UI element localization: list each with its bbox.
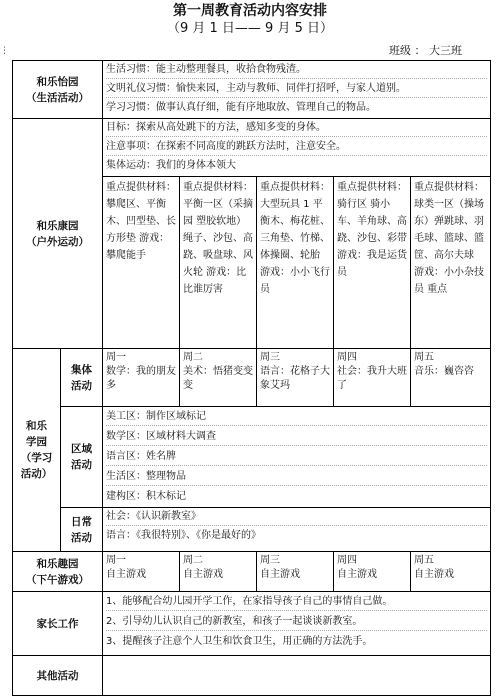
day-content: 自主游戏 [337, 569, 377, 580]
family-content [103, 592, 491, 656]
play-section-header [13, 552, 103, 592]
collective-label-line1: 集体 [71, 363, 92, 376]
life-content [103, 61, 491, 119]
day-content: 社会：我升大班了 [337, 366, 407, 391]
play-day-cell [180, 552, 257, 592]
collective-day-cell [180, 349, 257, 407]
life-label-line1: 和乐怡园 [36, 75, 79, 88]
life-section-header [13, 61, 103, 119]
life-item: 文明礼仪习惯：愉快来园，主动与教师、同伴打招呼，与家人道别。 [106, 82, 487, 98]
day-content: 美术：悟猪变变变 [183, 366, 253, 391]
play-day-cell [257, 552, 334, 592]
play-label-line2: （下午游戏） [26, 573, 89, 586]
area-item: 美工区：制作区域标记 [106, 409, 487, 426]
family-item: 3、提醒孩子注意个人卫生和饮食卫生，用正确的方法洗手。 [106, 636, 373, 647]
outdoor-material-col-1: 重点提供材料：攀爬区、平衡木、凹型垫、长方形垫 游戏：攀爬能手 [103, 177, 180, 349]
life-item: 学习习惯：做事认真仔细，能有序地取放、管理自己的物品。 [106, 102, 376, 113]
area-item: 建构区：积木标记 [106, 491, 186, 502]
life-label-line2: （生活活动） [26, 91, 89, 104]
outdoor-material-col-4: 重点提供材料：骑行区 骑小车、羊角球、高跷、沙包、彩带 游戏：我是运货员 [334, 177, 411, 349]
area-item: 数学区：区域材料大调查 [106, 429, 487, 446]
day-label: 周四 [337, 555, 357, 566]
outdoor-goals [103, 119, 491, 177]
collective-day-cell [103, 349, 180, 407]
play-day-cell [334, 552, 411, 592]
area-item: 生活区：整理物品 [106, 469, 487, 486]
day-label: 周四 [337, 352, 357, 363]
learning-label-line1: 和乐 [26, 420, 47, 432]
area-subheader [61, 407, 103, 508]
learning-label-line2: 学园 [26, 436, 47, 448]
outdoor-section-header [13, 119, 103, 349]
day-content: 自主游戏 [106, 569, 146, 580]
day-label: 周一 [106, 555, 126, 566]
outdoor-material-col-5: 重点提供材料：球类一区（操场东）弹跳球、羽毛球、篮球、篮筐、高尔夫球 游戏：小小杂技员 重点 [411, 177, 491, 349]
day-label: 周一 [106, 352, 126, 363]
area-label-line2: 活动 [71, 459, 92, 471]
day-content: 音乐：巍咨咨 [414, 366, 474, 377]
family-item: 2、引导幼儿认识自己的新教室，和孩子一起谈谈新教室。 [106, 614, 487, 631]
other-content [103, 656, 491, 696]
area-label-line1: 区域 [71, 443, 92, 455]
collective-subheader [61, 349, 103, 407]
learning-section-header [13, 349, 61, 552]
daily-label-line2: 活动 [71, 531, 92, 544]
daily-item: 社会：《认识新教室》 [106, 510, 487, 526]
outdoor-label-line2: （户外运动） [26, 235, 89, 248]
day-content: 数学：我的朋友多 [106, 366, 176, 391]
collective-day-cell [257, 349, 334, 407]
learning-label-line3: （学习活动） [20, 452, 53, 480]
day-content: 自主游戏 [183, 569, 223, 580]
day-label: 周三 [260, 555, 280, 566]
other-section-header: 其他活动 [13, 656, 103, 696]
day-label: 周二 [183, 555, 203, 566]
day-label: 周三 [260, 352, 280, 363]
life-item: 生活习惯：能主动整理餐具，收拾食物残渣。 [106, 63, 487, 79]
class-label: 班级 ： 大三班 [389, 44, 462, 57]
margin-handle-icon[interactable]: ⋮ [0, 46, 9, 56]
collective-day-cell [411, 349, 491, 407]
collective-label-line2: 活动 [71, 379, 92, 392]
daily-item: 语言：《我很特别》、《你是最好的》 [106, 530, 261, 541]
play-day-cell [411, 552, 491, 592]
schedule-table [12, 60, 491, 696]
outdoor-goal-item: 目标：探索从高处跳下的方法，感知多变的身体。 [106, 121, 487, 137]
family-item: 1、能够配合幼儿园开学工作，在家指导孩子自己的事情自己做。 [106, 594, 487, 611]
outdoor-goal-item: 注意事项：在探索不同高度的跳跃方法时，注意安全。 [106, 140, 487, 156]
play-label-line1: 和乐趣园 [36, 557, 79, 570]
day-label: 周五 [414, 555, 434, 566]
day-content: 语言：花格子大象艾玛 [260, 366, 330, 391]
daily-content [103, 508, 491, 552]
date-range-subtitle: （9 月 1 日—— 9 月 5 日） [166, 21, 333, 36]
outdoor-label-line1: 和乐康园 [36, 219, 79, 232]
family-section-header: 家长工作 [13, 592, 103, 656]
day-content: 自主游戏 [414, 569, 454, 580]
daily-label-line1: 日常 [71, 515, 92, 528]
area-content [103, 407, 491, 508]
area-item: 语言区：姓名牌 [106, 449, 487, 466]
outdoor-goal-item: 集体运动：我们的身体本领大 [106, 160, 236, 171]
day-label: 周五 [414, 352, 434, 363]
outdoor-material-col-2: 重点提供材料：平衡一区（采摘园 塑胶软地）绳子、沙包、高跷、吸盘球、风火轮 游戏：比比谁厉害 [180, 177, 257, 349]
day-label: 周二 [183, 352, 203, 363]
outdoor-material-col-3: 重点提供材料：大型玩具 1 平衡木、梅花桩、三角垫、竹梯、体操圈、轮胎 游戏：小小飞行员 [257, 177, 334, 349]
play-day-cell [103, 552, 180, 592]
collective-day-cell [334, 349, 411, 407]
day-content: 自主游戏 [260, 569, 300, 580]
page-title: 第一周教育活动内容安排 [173, 3, 327, 19]
daily-subheader [61, 508, 103, 552]
